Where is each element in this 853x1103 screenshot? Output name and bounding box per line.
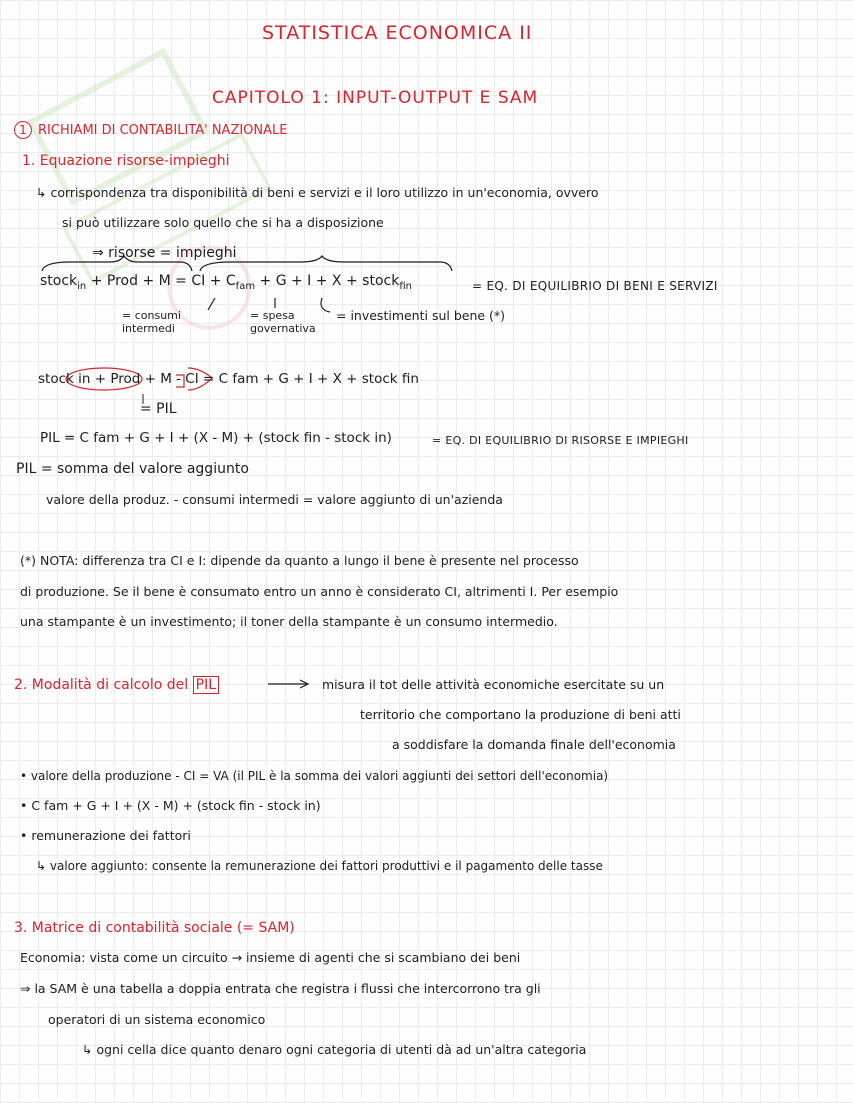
nota-line-1: (*) NOTA: differenza tra CI e I: dipende da quanto a lungo il bene è presente nel processo bbox=[20, 553, 579, 568]
section-number-badge: 1 bbox=[14, 121, 32, 139]
eq-stock-fin-sub: fin bbox=[399, 280, 412, 292]
eq-stock-in-sub: in bbox=[77, 280, 87, 292]
annotation-g: = spesa governativa bbox=[250, 309, 316, 335]
section-1-title: RICHIAMI DI CONTABILITA' NAZIONALE bbox=[38, 123, 288, 138]
section-3-heading: 3. Matrice di contabilità sociale (= SAM) bbox=[14, 920, 295, 936]
pil-definition: PIL = somma del valore aggiunto bbox=[16, 461, 249, 477]
equation-2: stock in + Prod + M - CI = C fam + G + I + X + stock fin bbox=[38, 371, 419, 387]
section-3-line-4: ↳ ogni cella dice quanto denaro ogni categoria di utenti dà ad un'altra categoria bbox=[82, 1042, 587, 1057]
section-3-line-3: operatori di un sistema economico bbox=[48, 1012, 266, 1027]
chapter-title: CAPITOLO 1: INPUT-OUTPUT E SAM bbox=[212, 88, 539, 108]
section-2-line-3: a soddisfare la domanda finale dell'economia bbox=[392, 737, 676, 752]
section-2-line-1: misura il tot delle attività economiche esercitate su un bbox=[322, 677, 665, 692]
bullet-3: • remunerazione dei fattori bbox=[20, 828, 191, 843]
bullet-2: • C fam + G + I + (X - M) + (stock fin - stock in) bbox=[20, 798, 321, 813]
eq-middle: + Prod + M = CI + C bbox=[90, 273, 236, 289]
equation-2-pil: = PIL bbox=[140, 401, 177, 417]
eq-beni-servizi-label: = EQ. DI EQUILIBRIO DI BENI E SERVIZI bbox=[472, 279, 718, 293]
eq-cfam-sub: fam bbox=[235, 280, 256, 292]
nota-line-3: una stampante è un investimento; il toner della stampante è un consumo intermedio. bbox=[20, 614, 558, 629]
risorse-impieghi: ⇒ risorse = impieghi bbox=[92, 245, 237, 261]
eq-right: + G + I + X + stock bbox=[259, 273, 400, 289]
section-2-line-2: territorio che comportano la produzione di beni atti bbox=[360, 707, 681, 722]
bullet-3-sub: ↳ valore aggiunto: consente la remunerazione dei fattori produttivi e il pagamento delle tasse bbox=[36, 859, 603, 873]
section-3-line-2: ⇒ la SAM è una tabella a doppia entrata che registra i flussi che intercorrono tra gli bbox=[20, 981, 541, 996]
eq-stock-in: stock bbox=[40, 273, 78, 289]
item-1-heading: 1. Equazione risorse-impieghi bbox=[22, 153, 230, 169]
section-3-line-1: Economia: vista come un circuito → insieme di agenti che si scambiano dei beni bbox=[20, 950, 521, 965]
pil-box: PIL bbox=[193, 676, 219, 694]
section-2-title: 2. Modalità di calcolo del bbox=[14, 677, 189, 693]
nota-line-2: di produzione. Se il bene è consumato entro un anno è considerato CI, altrimenti I. Per esempio bbox=[20, 584, 619, 599]
eq-risorse-impieghi-label: = EQ. DI EQUILIBRIO DI RISORSE E IMPIEGHI bbox=[432, 434, 689, 447]
equation-3: PIL = C fam + G + I + (X - M) + (stock fin - stock in) bbox=[40, 430, 392, 446]
item-1-line-2: si può utilizzare solo quello che si ha a disposizione bbox=[62, 215, 384, 230]
item-1-line-1: ↳ corrispondenza tra disponibilità di beni e servizi e il loro utilizzo in un'economia, ovvero bbox=[36, 185, 599, 200]
section-2-heading bbox=[14, 676, 219, 694]
page-title: STATISTICA ECONOMICA II bbox=[262, 22, 533, 44]
annotation-ci: = consumi intermedi bbox=[122, 309, 181, 335]
annotation-i: = investimenti sul bene (*) bbox=[336, 308, 506, 323]
va-definition: valore della produz. - consumi intermedi = valore aggiunto di un'azienda bbox=[46, 492, 503, 507]
bullet-1: • valore della produzione - CI = VA (il PIL è la somma dei valori aggiunti dei settori dell'economia) bbox=[20, 769, 609, 783]
